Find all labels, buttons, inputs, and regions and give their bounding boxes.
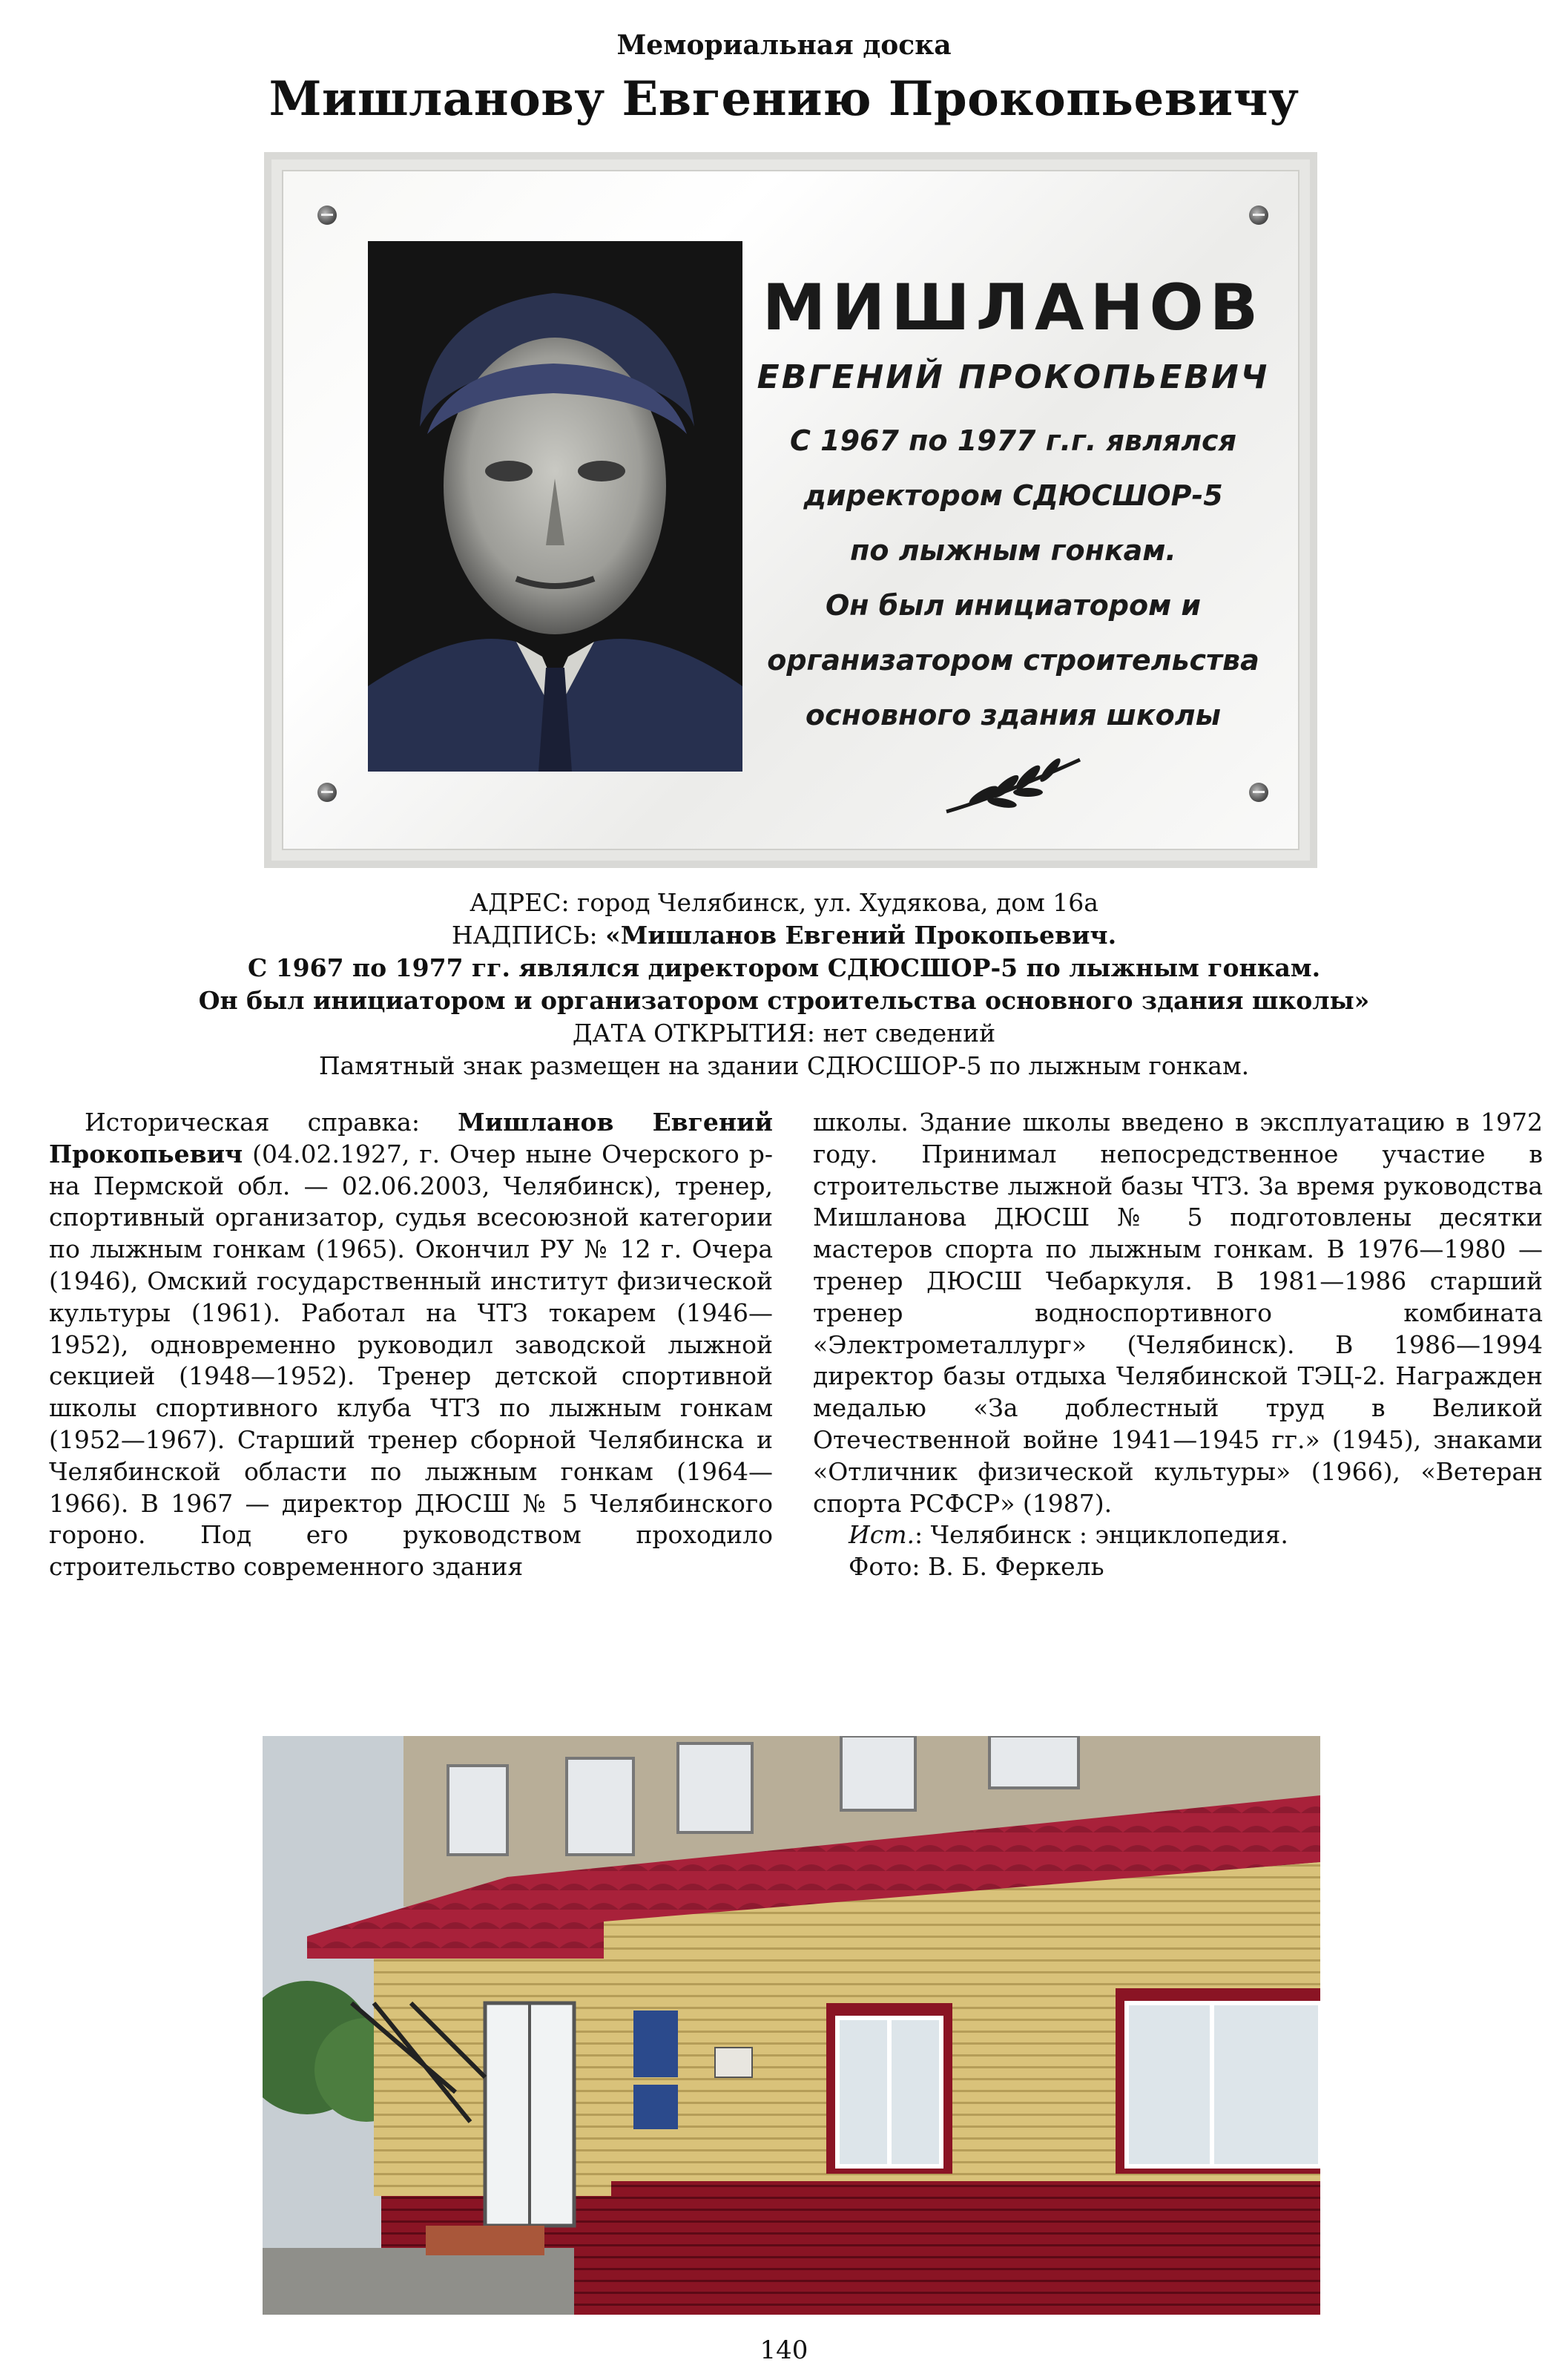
plaque-surname: МИШЛАНОВ: [762, 271, 1265, 345]
inscription-text: С 1967 по 1977 гг. являлся директором СДЮСШОР-5 по лыжным гонкам.: [247, 953, 1321, 982]
screw-icon: [317, 206, 337, 225]
location-line: Памятный знак размещен на здании СДЮСШОР-5 по лыжным гонкам.: [318, 1051, 1250, 1080]
source-label: Ист.: [849, 1520, 915, 1550]
plaque-line: по лыжным гонкам.: [850, 534, 1176, 567]
source-text: : Челябинск : энциклопедия.: [915, 1520, 1288, 1550]
plaque-photo: [264, 152, 1317, 868]
address-label: АДРЕС:: [470, 888, 570, 917]
inscription-line-2: [0, 952, 1568, 984]
bio-column-right: [813, 1107, 1543, 1583]
plaque-patronymic: ЕВГЕНИЙ ПРОКОПЬЕВИЧ: [757, 358, 1270, 396]
plaque-line: Он был инициатором и: [825, 589, 1202, 622]
plaque-line: организатором строительства: [767, 644, 1259, 677]
screw-icon: [1249, 206, 1268, 225]
plaque-line: основного здания школы: [806, 699, 1221, 731]
bio-paragraph-cont: школы. Здание школы введено в эксплуатацию в 1972 году. Принимал непосредственное участие в строительстве лыжной базы ЧТЗ. За время руководства Мишланова ДЮСШ № 5 подготовлены десятки мастеров спорта по лыжным гонкам. В 1976—1980 — тренер ДЮСШ Чебаркуля. В 1981—1986 старший тренер водноспортивного комбината «Электрометаллург» (Челябинск). В 1986—1994 директор базы отдыха Челябинской ТЭЦ-2. Награжден медалью «За доблестный труд в Великой Отечественной войне 1941—1945 гг.» (1945), знаками «Отличник физической культуры» (1966), «Ветеран спорта РСФСР» (1987).: [813, 1108, 1543, 1518]
header-subtitle: Мемориальная доска: [616, 30, 952, 61]
bio-text: (04.02.1927, г. Очер ныне Очерского р-на Пермской обл. — 02.06.2003, Челябинск), тренер, спортивный организатор, судья всесоюзной категории по лыжным гонкам (1965). Окончил РУ № 12 г. Очера (1946), Омский государственный институт физической культуры (1961). Работал на ЧТЗ токарем (1946—1952), одновременно руководил заводской лыжной секцией (1948—1952). Тренер детской спортивной школы спортивного клуба ЧТЗ по лыжным гонкам (1952—1967). Старший тренер сборной Челябинска и Челябинской области по лыжным гонкам (1964—1966). В 1967 — директор ДЮСШ № 5 Челябинского гороно. Под его руководством проходило строительство современного здания: [49, 1139, 773, 1582]
opening-date-line: [0, 1017, 1568, 1050]
plaque-board: [271, 160, 1310, 861]
inscription-text: Он был инициатором и организатором строительства основного здания школы»: [198, 986, 1370, 1015]
inscription-line-1: [0, 919, 1568, 952]
plaque-line: С 1967 по 1977 г.г. являлся: [790, 424, 1236, 457]
portrait-image: [368, 241, 742, 772]
opening-label: ДАТА ОТКРЫТИЯ:: [572, 1019, 815, 1048]
plaque-inscription: [746, 271, 1280, 822]
bio-column-left: [49, 1107, 773, 1583]
bio-name: Мишланов Евгений Прокопьевич: [49, 1108, 774, 1168]
inscription-label: НАДПИСЬ:: [451, 921, 606, 950]
building-photo: [263, 1736, 1320, 2315]
photo-credit: Фото: В. Б. Феркель: [849, 1552, 1104, 1582]
inscription-text: «Мишланов Евгений Прокопьевич.: [605, 921, 1117, 950]
page-number: 140: [760, 2335, 808, 2365]
opening-value: нет сведений: [814, 1019, 996, 1048]
bio-paragraph: [49, 1107, 773, 1583]
plaque-line: директором СДЮСШОР-5: [803, 479, 1223, 512]
inscription-line-3: [0, 984, 1568, 1017]
address-line: [0, 887, 1568, 919]
page-title: Мишланову Евгению Прокопьевичу: [269, 71, 1299, 127]
screw-icon: [317, 783, 337, 802]
source-line: [813, 1519, 1543, 1551]
laurel-branch-icon: [932, 745, 1095, 819]
bio-intro: Историческая справка:: [85, 1108, 458, 1137]
address-value: город Челябинск, ул. Худякова, дом 16а: [569, 888, 1098, 917]
